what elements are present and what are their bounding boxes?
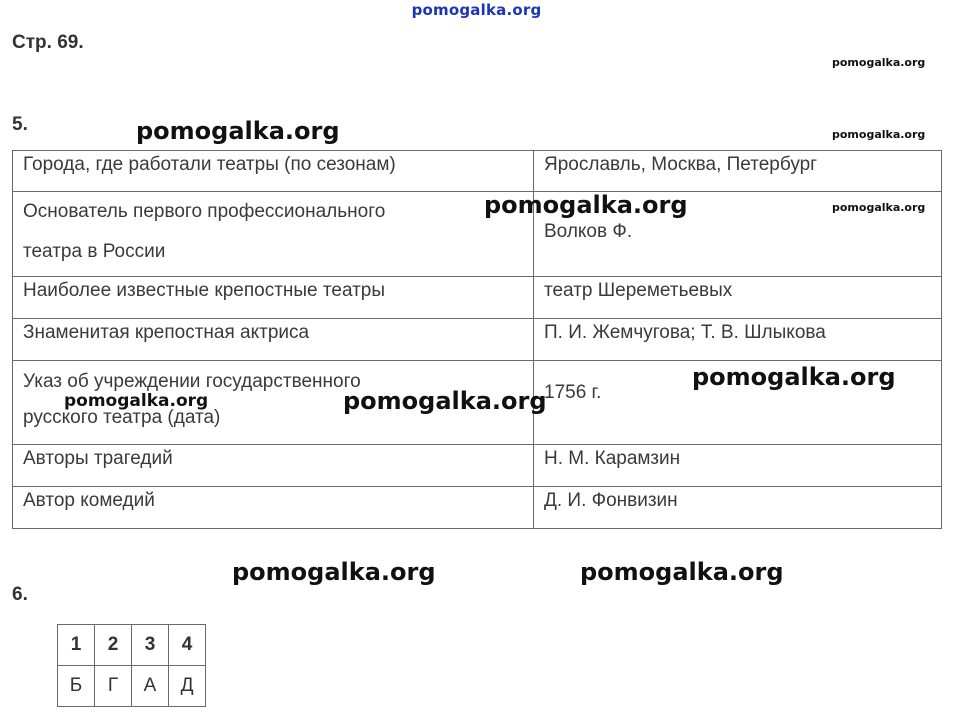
table-row: [13, 192, 942, 277]
watermark: pomogalka.org: [136, 117, 340, 145]
watermark: pomogalka.org: [692, 363, 896, 391]
row-label: Авторы трагедий: [13, 445, 534, 487]
watermark: pomogalka.org: [343, 387, 547, 415]
answer-cell: А: [132, 666, 169, 707]
row-value: Волков Ф.: [534, 192, 942, 277]
column-header: 2: [95, 625, 132, 666]
answer-table-5: [12, 150, 942, 529]
table-row: [13, 151, 942, 192]
answer-table-6: [57, 624, 206, 707]
watermark: pomogalka.org: [832, 56, 926, 69]
row-label: Автор комедий: [13, 487, 534, 529]
section-6-number: 6.: [12, 584, 28, 605]
page-title: Стр. 69.: [12, 32, 84, 53]
table-row: [13, 487, 942, 529]
row-label: Наиболее известные крепостные театры: [13, 277, 534, 319]
row-value: Ярославль, Москва, Петербург: [534, 151, 942, 192]
table-row: [58, 666, 206, 707]
column-header: 3: [132, 625, 169, 666]
column-header: 1: [58, 625, 95, 666]
row-label: Основатель первого профессионального театра в России: [13, 192, 534, 277]
watermark: pomogalka.org: [832, 201, 926, 214]
section-5-number: 5.: [12, 114, 28, 135]
answer-cell: Д: [169, 666, 206, 707]
row-value: П. И. Жемчугова; Т. В. Шлыкова: [534, 319, 942, 361]
answer-cell: Г: [95, 666, 132, 707]
row-label: Города, где работали театры (по сезонам): [13, 151, 534, 192]
answer-cell: Б: [58, 666, 95, 707]
row-value: Н. М. Карамзин: [534, 445, 942, 487]
watermark: pomogalka.org: [232, 558, 436, 586]
table-row: [13, 319, 942, 361]
table-row: [13, 445, 942, 487]
watermark: pomogalka.org: [832, 128, 926, 141]
column-header: 4: [169, 625, 206, 666]
row-value: театр Шереметьевых: [534, 277, 942, 319]
table-row: [13, 277, 942, 319]
watermark: pomogalka.org: [484, 191, 688, 219]
row-value: Д. И. Фонвизин: [534, 487, 942, 529]
table-row: [58, 625, 206, 666]
row-value: 1756 г.: [534, 361, 942, 445]
watermark-top: pomogalka.org: [411, 1, 542, 19]
watermark: pomogalka.org: [580, 558, 784, 586]
row-label: Знаменитая крепостная актриса: [13, 319, 534, 361]
watermark: pomogalka.org: [64, 391, 209, 411]
row-label: Указ об учреждении государственного русского театра (дата): [13, 361, 534, 445]
